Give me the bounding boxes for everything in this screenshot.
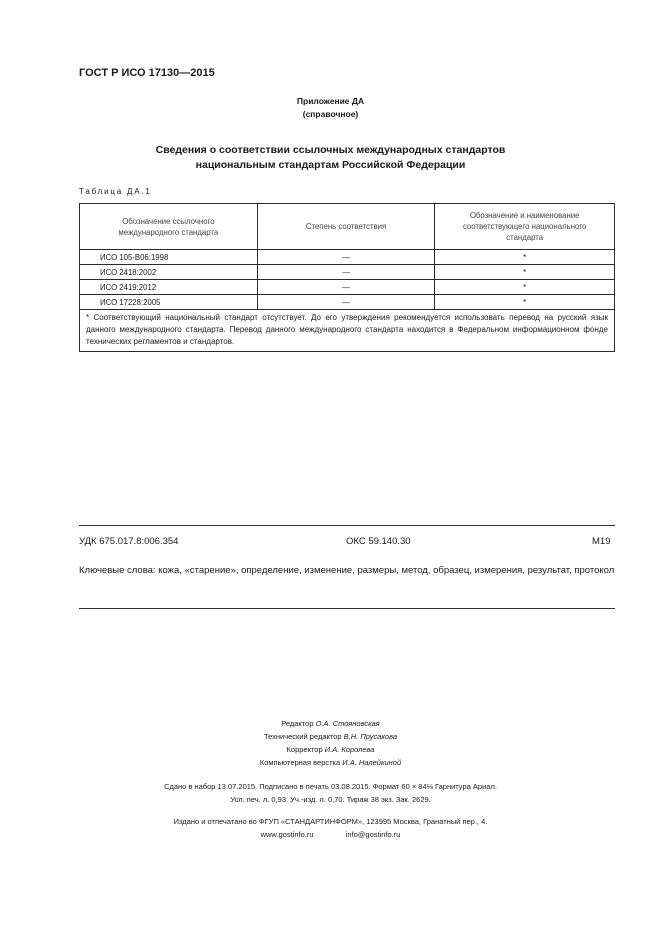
editor-line: [0, 719, 661, 728]
standards-table: [79, 203, 615, 352]
table-cell: *: [435, 280, 615, 295]
divider: [79, 608, 615, 609]
table-row: [80, 280, 615, 295]
table-header-cell: Степень соответствия: [257, 204, 435, 250]
table-cell: ИСО 2418:2002: [80, 265, 258, 280]
layout-label: Компьютерная верстка: [259, 758, 341, 767]
oks-code: ОКС 59.140.30: [346, 536, 411, 547]
classification-code: М19: [592, 536, 611, 547]
print-details-line1: Сдано в набор 13.07.2015. Подписано в печать 03.08.2015. Формат 60 × 84⅛ Гарнитура Ариал.: [164, 782, 497, 791]
table-cell: ИСО 2419:2012: [80, 280, 258, 295]
table-header-cell: Обозначение и наименование соответствующего национального стандарта: [435, 204, 615, 250]
table-row: [80, 265, 615, 280]
table-cell: *: [435, 295, 615, 310]
keywords: Ключевые слова: кожа, «старение», определение, изменение, размеры, метод, образец, измерения, результат, протокол: [79, 565, 615, 576]
print-details-line2: Усл. печ. л. 0,93. Уч.-изд. л. 0,70. Тираж 38 экз. Зак. 2629.: [230, 795, 431, 804]
table-header-cell: Обозначение ссылочного международного стандарта: [80, 204, 258, 250]
table-cell: —: [257, 280, 435, 295]
tech-editor-label: Технический редактор: [263, 732, 342, 741]
corrector-line: [0, 745, 661, 754]
editor-name: О.А. Стояновская: [315, 719, 380, 728]
publisher-line: Издано и отпечатано во ФГУП «СТАНДАРТИНФОРМ», 123995 Москва, Гранатный пер., 4.: [173, 817, 488, 826]
layout-name: И.А. Налейкиной: [342, 758, 402, 767]
table-cell: *: [435, 250, 615, 265]
table-cell: ИСО 17228:2005: [80, 295, 258, 310]
section-title-line2: национальным стандартам Российской Федерации: [195, 159, 466, 171]
udk-code: УДК 675.017.8:006.354: [79, 536, 179, 547]
table-cell: *: [435, 265, 615, 280]
table-label: Таблица ДА.1: [79, 187, 152, 196]
contact-line: [0, 830, 661, 839]
annex-title: Приложение ДА: [296, 96, 365, 106]
email-link[interactable]: info@gostinfo.ru: [345, 830, 401, 839]
annex-subtitle: (справочное): [302, 109, 359, 119]
section-title-line1: Сведения о соответствии ссылочных международных стандартов: [155, 144, 506, 156]
table-cell: —: [257, 250, 435, 265]
table-row: [80, 295, 615, 310]
layout-line: [0, 758, 661, 767]
table-row: [80, 250, 615, 265]
table-header-row: [80, 204, 615, 250]
editor-label: Редактор: [281, 719, 314, 728]
table-cell: —: [257, 295, 435, 310]
tech-editor-line: [0, 732, 661, 741]
website-link[interactable]: www.gostinfo.ru: [260, 830, 314, 839]
document-header: ГОСТ Р ИСО 17130—2015: [79, 67, 215, 79]
divider: [79, 525, 615, 526]
corrector-name: И.А. Королева: [324, 745, 375, 754]
table-cell: ИСО 105-В06:1998: [80, 250, 258, 265]
table-footnote-row: [80, 310, 615, 352]
table-footnote: * Соответствующий национальный стандарт отсутствует. До его утверждения рекомендуется использовать перевод на русский язык данного международного стандарта. Перевод данного международного стандарта находится в Федеральном информационном фонде технических регламентов и стандартов.: [80, 310, 615, 352]
table-cell: —: [257, 265, 435, 280]
corrector-label: Корректор: [286, 745, 323, 754]
tech-editor-name: В.Н. Прусакова: [343, 732, 398, 741]
